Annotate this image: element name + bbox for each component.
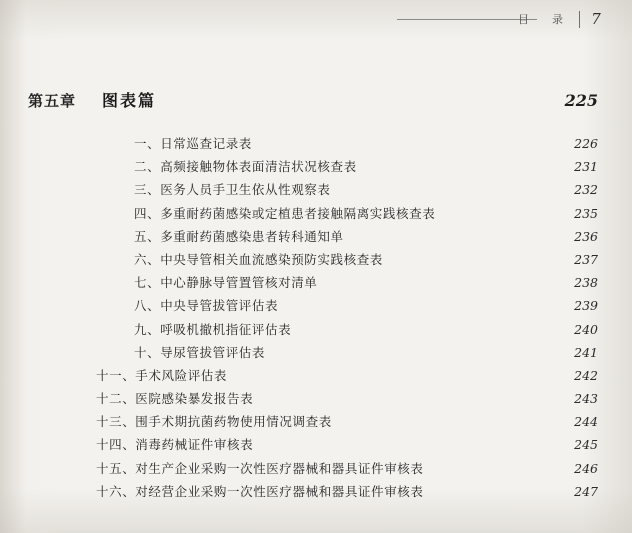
running-head bbox=[518, 10, 602, 28]
toc-entry-page: 247 bbox=[574, 483, 598, 499]
toc-entry-page: 242 bbox=[574, 367, 598, 383]
toc-entry-page: 238 bbox=[574, 275, 598, 291]
toc-entry-label: 五、多重耐药菌感染患者转科通知单 bbox=[134, 228, 344, 244]
toc-entry[interactable] bbox=[96, 204, 604, 227]
chapter-number: 第五章 bbox=[28, 92, 77, 110]
toc-entry[interactable] bbox=[96, 320, 604, 343]
toc-entry-page: 243 bbox=[574, 391, 598, 407]
toc-entry-page: 236 bbox=[574, 228, 598, 244]
toc-entry-page: 237 bbox=[574, 251, 598, 267]
toc-entry-page: 232 bbox=[574, 182, 598, 198]
toc-entry-page: 241 bbox=[574, 344, 598, 360]
toc-entry-label: 九、呼吸机撤机指征评估表 bbox=[134, 321, 292, 337]
toc-entry[interactable] bbox=[96, 227, 604, 250]
toc-entry-page: 239 bbox=[574, 298, 598, 314]
toc-entry-label: 十四、消毒药械证件审核表 bbox=[96, 437, 254, 453]
toc-entry-page: 245 bbox=[574, 437, 598, 453]
toc-entry[interactable] bbox=[96, 389, 604, 412]
toc-entry-label: 十六、对经营企业采购一次性医疗器械和器具证件审核表 bbox=[96, 483, 424, 499]
table-of-contents bbox=[96, 134, 604, 505]
toc-entry[interactable] bbox=[96, 459, 604, 482]
toc-entry-page: 244 bbox=[574, 414, 598, 430]
running-head-label: 目 录 bbox=[518, 13, 569, 26]
chapter-heading bbox=[28, 88, 604, 111]
toc-entry-page: 246 bbox=[574, 460, 598, 476]
toc-entry[interactable] bbox=[96, 343, 604, 366]
toc-entry-label: 十、导尿管拔管评估表 bbox=[134, 344, 266, 360]
toc-entry[interactable] bbox=[96, 296, 604, 319]
toc-entry[interactable] bbox=[96, 134, 604, 157]
toc-entry-page: 231 bbox=[574, 159, 598, 175]
running-head-rule-icon bbox=[397, 19, 537, 20]
toc-entry[interactable] bbox=[96, 366, 604, 389]
toc-entry[interactable] bbox=[96, 273, 604, 296]
toc-entry[interactable] bbox=[96, 412, 604, 435]
chapter-page-number: 225 bbox=[564, 91, 598, 110]
toc-entry-label: 三、医务人员手卫生依从性观察表 bbox=[134, 182, 331, 198]
toc-entry-page: 240 bbox=[574, 321, 598, 337]
toc-entry[interactable] bbox=[96, 180, 604, 203]
toc-entry-label: 八、中央导管拔管评估表 bbox=[134, 298, 279, 314]
toc-entry-label: 七、中心静脉导管置管核对清单 bbox=[134, 275, 318, 291]
toc-entry-label: 六、中央导管相关血流感染预防实践核查表 bbox=[134, 251, 383, 267]
toc-entry-label: 十五、对生产企业采购一次性医疗器械和器具证件审核表 bbox=[96, 460, 424, 476]
toc-entry-label: 二、高频接触物体表面清洁状况核查表 bbox=[134, 159, 357, 175]
toc-entry-label: 一、日常巡查记录表 bbox=[134, 136, 252, 151]
toc-entry-label: 十一、手术风险评估表 bbox=[96, 367, 228, 383]
page-number: 7 bbox=[591, 10, 601, 28]
toc-entry-label: 四、多重耐药菌感染或定植患者接触隔离实践核查表 bbox=[134, 205, 436, 221]
toc-entry-page: 226 bbox=[574, 136, 598, 151]
chapter-title: 图表篇 bbox=[102, 91, 157, 110]
toc-entry-label: 十三、围手术期抗菌药物使用情况调查表 bbox=[96, 414, 332, 430]
toc-entry[interactable] bbox=[96, 157, 604, 180]
toc-entry[interactable] bbox=[96, 250, 604, 273]
vertical-rule-icon bbox=[579, 11, 580, 28]
toc-entry-page: 235 bbox=[574, 205, 598, 221]
toc-entry-label: 十二、医院感染暴发报告表 bbox=[96, 391, 254, 407]
toc-entry[interactable] bbox=[96, 482, 604, 505]
toc-entry[interactable] bbox=[96, 435, 604, 458]
